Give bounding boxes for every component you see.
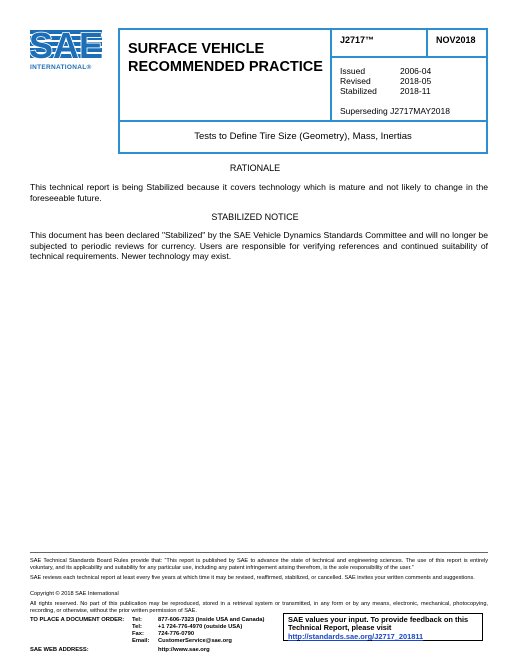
contact-row (132, 624, 292, 631)
document-type-title (120, 30, 332, 122)
footer-divider (30, 552, 488, 553)
superseding-note: Superseding J2717MAY2018 (340, 106, 450, 116)
rationale-heading: RATIONALE (229, 163, 281, 173)
document-title: Tests to Define Tire Size (Geometry), Mass, Inertias (194, 131, 412, 142)
board-rules-text: SAE Technical Standards Board Rules provide that: “This report is published by SAE to advance the state of technical and engineering sciences. The use of this report is entirely voluntary, and its applicability and suitability for any particular use, including any patent infringement arising therefrom, is the sole responsibility of the user.” (30, 558, 488, 571)
feedback-box (283, 613, 483, 641)
web-address-label: SAE WEB ADDRESS: (30, 647, 89, 653)
stabilized-row (340, 86, 480, 96)
web-row (132, 647, 292, 654)
contact-row (132, 638, 292, 645)
email-link[interactable]: CustomerService@sae.org (158, 638, 232, 644)
document-history (332, 58, 486, 122)
order-label: TO PLACE A DOCUMENT ORDER: (30, 617, 125, 623)
rights-text: All rights reserved. No part of this publication may be reproduced, stored in a retrieval system or transmitted, in any form or by any means, electronic, mechanical, photocopying, recording, or otherwise, without the prior written permission of SAE. (30, 601, 488, 614)
web-address-link[interactable]: http://www.sae.org (158, 647, 210, 653)
document-number: J2717™ (332, 30, 428, 58)
title-line-2: RECOMMENDED PRACTICE (128, 59, 323, 75)
feedback-line-2: Technical Report, please visit (288, 623, 392, 633)
stabilized-notice-text: This document has been declared "Stabilized" by the SAE Vehicle Dynamics Standards Committee and will no longer be subjected to periodic reviews for currency. Users are responsible for verifying references and continued suitability of technical requirements. Newer technology may exist. (30, 230, 488, 261)
title-line-1: SURFACE VEHICLE (128, 41, 265, 57)
feedback-line-1: SAE values your input. To provide feedback on this (288, 615, 469, 624)
copyright-text: Copyright © 2018 SAE International (30, 591, 119, 597)
contact-label: Tel: (132, 617, 142, 623)
review-text: SAE reviews each technical report at least every five years at which time it may be revised, reaffirmed, stabilized, or cancelled. SAE invites your written comments and suggestions. (30, 575, 475, 581)
sae-wordmark: SAE (30, 28, 104, 64)
contact-label: Fax: (132, 631, 144, 637)
contact-row (132, 631, 292, 638)
contact-label: Tel: (132, 624, 142, 630)
revised-value: 2018-05 (400, 76, 432, 86)
revised-row (340, 76, 480, 86)
revised-label: Revised (340, 76, 371, 86)
phone-number[interactable]: 877-606-7323 (inside USA and Canada) (158, 617, 265, 623)
issued-row (340, 66, 480, 76)
feedback-link[interactable]: http://standards.sae.org/J2717_201811 (288, 631, 424, 641)
contact-row (132, 617, 292, 624)
stabilized-value: 2018-11 (400, 86, 431, 96)
logo-subtitle: INTERNATIONAL® (30, 64, 92, 71)
stabilized-label: Stabilized (340, 86, 377, 96)
fax-number: 724-776-0790 (158, 631, 195, 637)
rationale-text: This technical report is being Stabilized because it covers technology which is mature and not likely to change in the foreseeable future. (30, 182, 488, 203)
issued-label: Issued (340, 66, 366, 76)
phone-number[interactable]: +1 724-776-4970 (outside USA) (158, 624, 243, 630)
issued-value: 2006-04 (400, 66, 432, 76)
contact-label: Email: (132, 638, 150, 644)
document-date-code: NOV2018 (428, 30, 486, 58)
stabilized-notice-heading: STABILIZED NOTICE (211, 212, 299, 222)
